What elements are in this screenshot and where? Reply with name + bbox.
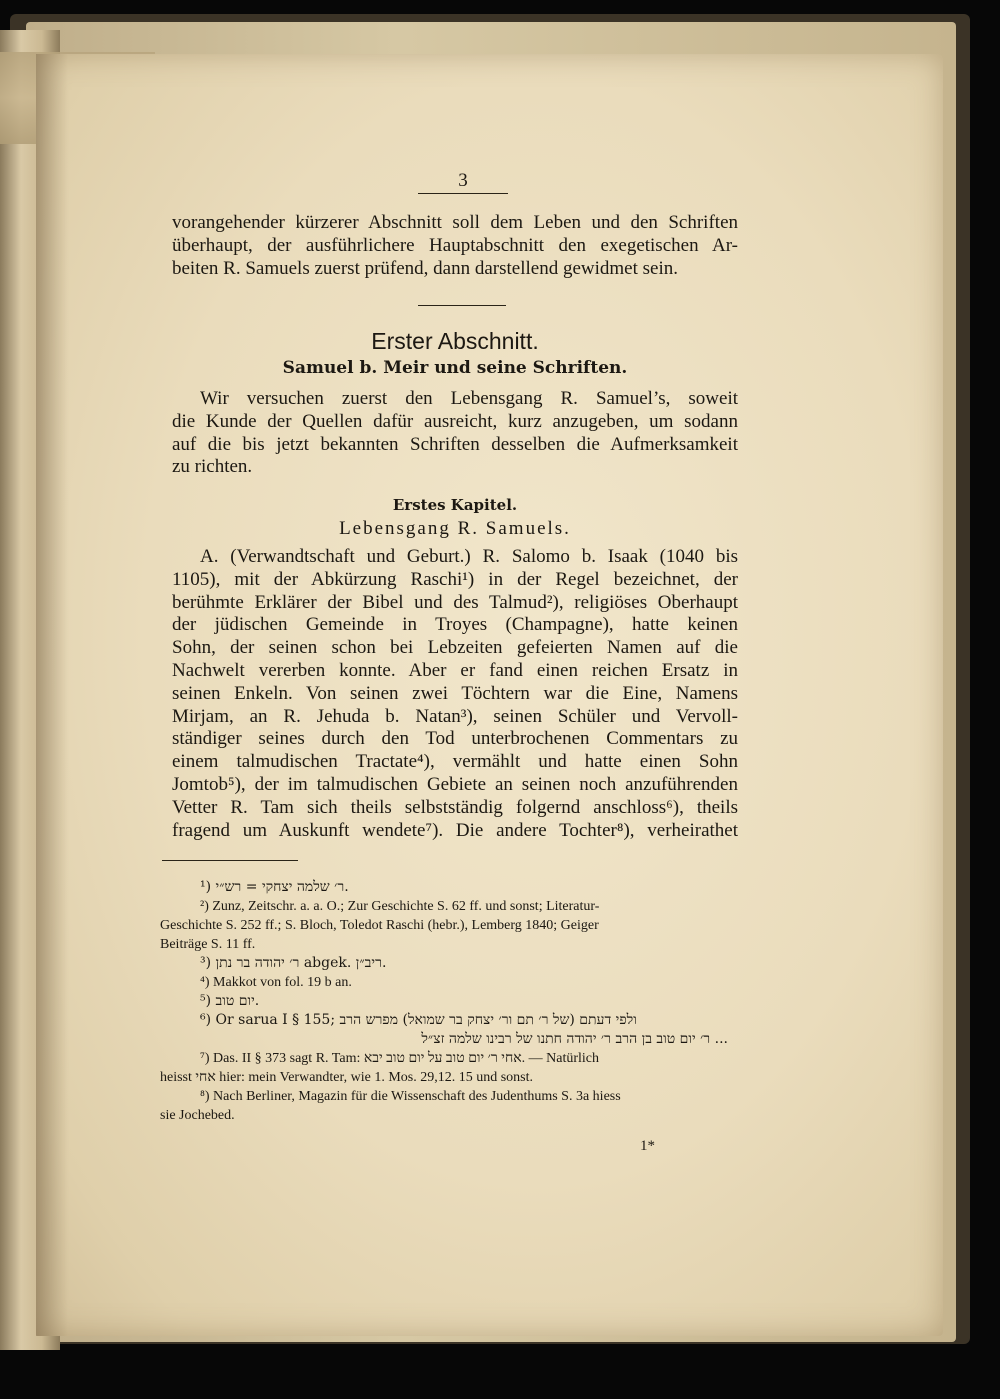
section-intro-line: zu richten. <box>172 456 253 478</box>
footnote-6-cont: ר׳ יום טוב בן הרב ר׳ יהודה חתנו של רבינו שלמה זצ״ל ... <box>421 1031 728 1047</box>
footnote-2: ²) Zunz, Zeitschr. a. a. O.; Zur Geschichte S. 62 ff. und sonst; Literatur- <box>200 899 600 914</box>
chapter-line: der jüdischen Gemeinde in Troyes (Champagne), hatte keinen <box>172 614 738 636</box>
chapter-subtitle: Lebensgang R. Samuels. <box>339 518 571 539</box>
footnote-4: ⁴) Makkot von fol. 19 b an. <box>200 975 352 990</box>
footnote-7-cont: heisst אחי hier: mein Verwandter, wie 1. Mos. 29,12. 15 und sonst. <box>160 1070 534 1085</box>
intro-line: überhaupt, der ausführlichere Hauptabschnitt den exegetischen Ar- <box>172 234 738 256</box>
intro-paragraph <box>172 212 738 280</box>
section-subtitle: Samuel b. Meir und seine Schriften. <box>282 358 628 378</box>
footnote-2-cont: Beiträge S. 11 ff. <box>160 937 256 952</box>
chapter-line: Jomtob⁵), der im talmudischen Gebiete an seinen noch anzuführenden <box>172 773 738 795</box>
chapter-line: Mirjam, an R. Jehuda b. Natan³), seinen Schüler und Vervoll- <box>172 705 738 727</box>
page-number: 3 <box>458 170 468 191</box>
section-title: Erster Abschnitt. <box>371 328 539 354</box>
chapter-line: A. (Verwandtschaft und Geburt.) R. Salomo b. Isaak (1040 bis <box>200 546 738 567</box>
chapter-line: Nachwelt vererben konnte. Aber er fand einen reichen Ersatz in <box>172 659 738 681</box>
footnote-3: ³) ר׳ יהודה בר נתן abgek. ריב״ן. <box>200 955 387 971</box>
chapter-title: Erstes Kapitel. <box>392 496 518 514</box>
footnote-7: ⁷) Das. II § 373 sagt R. Tam: אחי ר׳ יום טוב על יום טוב יבא. — Natürlich <box>200 1051 600 1066</box>
chapter-line: seinen Enkeln. Von seinen zwei Töchtern war die Eine, Namens <box>172 682 738 704</box>
intro-line: beiten R. Samuels zuerst prüfend, dann darstellend gewidmet sein. <box>172 257 679 279</box>
footnote-6: ⁶) Or sarua I § 155; ולפי דעתם (של ר׳ תם ור׳ יצחק בר שמואל) מפרש הרב <box>200 1012 637 1028</box>
footnote-rule <box>162 860 298 861</box>
intro-line: vorangehender kürzerer Abschnitt soll dem Leben und den Schriften <box>172 212 738 233</box>
chapter-line: Vetter R. Tam sich theils selbstständig folgernd anschloss⁶), theils <box>172 796 738 818</box>
chapter-line: ständiger seines durch den Tod unterbrochenen Commentars zu <box>172 728 738 750</box>
footnote-8: ⁸) Nach Berliner, Magazin für die Wissenschaft des Judenthums S. 3a hiess <box>200 1089 621 1104</box>
footnote-2-cont: Geschichte S. 252 ff.; S. Bloch, Toledot Raschi (hebr.), Lemberg 1840; Geiger <box>160 918 599 933</box>
chapter-line: 1105), mit der Abkürzung Raschi¹) in der Regel bezeichnet, der <box>172 568 738 590</box>
header-rule <box>418 193 508 194</box>
footnote-8-cont: sie Jochebed. <box>160 1108 235 1123</box>
section-intro-paragraph <box>172 388 738 479</box>
chapter-paragraph <box>172 546 738 842</box>
section-intro-line: Wir versuchen zuerst den Lebensgang R. Samuel’s, soweit <box>200 388 738 409</box>
chapter-line: einem talmudischen Tractate⁴), vermählt und hatte einen Sohn <box>172 751 738 773</box>
signature-mark: 1* <box>640 1138 655 1154</box>
chapter-line: Sohn, der seinen schon bei Lebzeiten gefeierten Namen auf die <box>172 637 738 659</box>
section-intro-line: die Kunde der Quellen dafür ausreicht, kurz anzugeben, um sodann <box>172 410 738 432</box>
section-intro-line: auf die bis jetzt bekannten Schriften desselben die Aufmerksamkeit <box>172 433 738 455</box>
chapter-line: berühmte Erklärer der Bibel und des Talmud²), religiöses Oberhaupt <box>172 591 738 613</box>
footnotes <box>160 878 728 1125</box>
chapter-line: fragend um Auskunft wendete⁷). Die andere Tochter⁸), verheirathet <box>172 819 738 841</box>
footnote-1: ¹) ר׳ שלמה יצחקי = רש״י. <box>200 879 349 895</box>
footnote-5: ⁵) יום טוב. <box>200 993 260 1009</box>
section-divider <box>418 305 506 306</box>
